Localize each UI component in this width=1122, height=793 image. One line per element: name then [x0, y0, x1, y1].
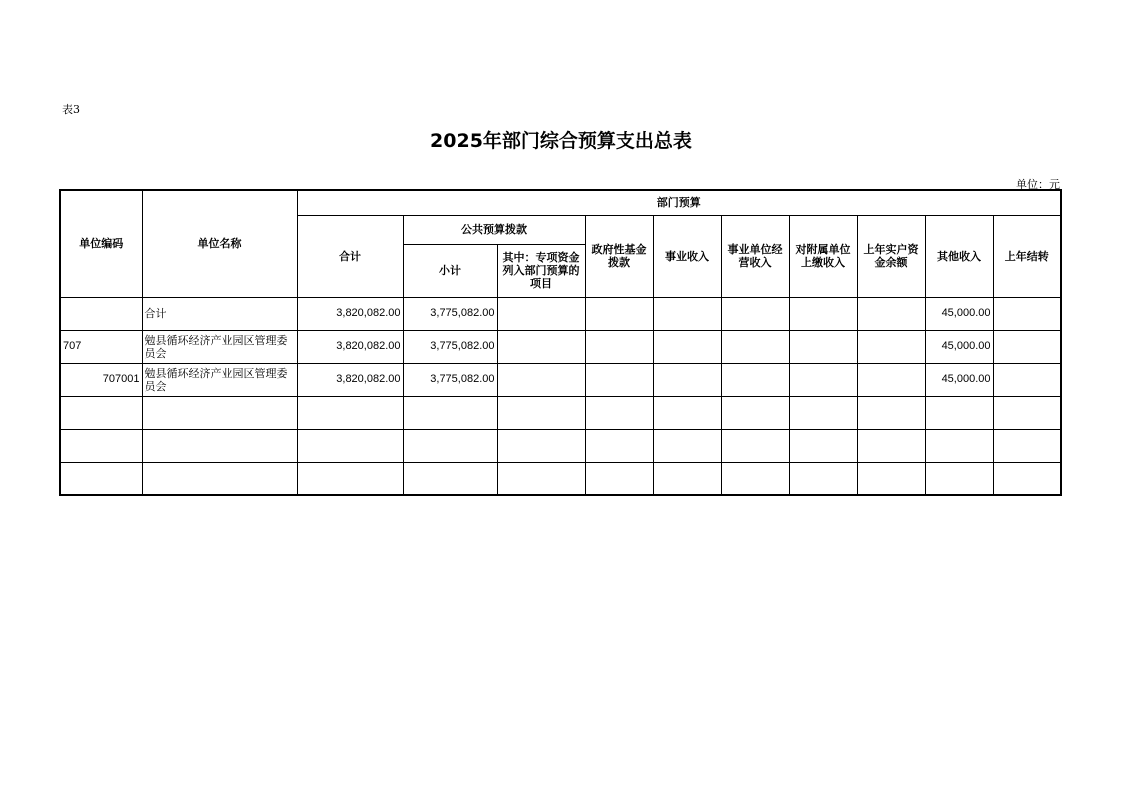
header-gov-fund: 政府性基金拨款	[585, 215, 653, 297]
cell-other-income: 45,000.00	[925, 330, 993, 363]
header-career-income: 事业收入	[653, 215, 721, 297]
table-row	[60, 363, 1061, 396]
header-special-funds: 其中：专项资金列入部门预算的项目	[497, 244, 585, 297]
header-last-year-carryover: 上年结转	[993, 215, 1061, 297]
empty-row	[60, 396, 1061, 429]
table-number-label: 表3	[62, 103, 80, 116]
header-public-budget: 公共预算拨款	[403, 215, 585, 244]
empty-row	[60, 429, 1061, 462]
cell-subtotal: 3,775,082.00	[403, 297, 497, 330]
cell-total: 3,820,082.00	[297, 297, 403, 330]
cell-other-income: 45,000.00	[925, 297, 993, 330]
header-total: 合计	[297, 215, 403, 297]
budget-expenditure-table	[59, 189, 1062, 496]
header-last-year-balance: 上年实户资金余额	[857, 215, 925, 297]
cell-subtotal: 3,775,082.00	[403, 330, 497, 363]
cell-name: 勉县循环经济产业园区管理委员会	[142, 330, 297, 363]
cell-name: 合计	[142, 297, 297, 330]
cell-other-income: 45,000.00	[925, 363, 993, 396]
unit-label: 单位：元	[1016, 178, 1060, 191]
cell-code: 707001	[60, 363, 142, 396]
header-unit-code: 单位编码	[60, 190, 142, 297]
empty-row	[60, 462, 1061, 495]
cell-name: 勉县循环经济产业园区管理委员会	[142, 363, 297, 396]
header-subsidiary-income: 对附属单位上缴收入	[789, 215, 857, 297]
cell-total: 3,820,082.00	[297, 363, 403, 396]
cell-code: 707	[60, 330, 142, 363]
header-dept-budget: 部门预算	[297, 190, 1061, 215]
header-subtotal: 小计	[403, 244, 497, 297]
table-row	[60, 330, 1061, 363]
cell-total: 3,820,082.00	[297, 330, 403, 363]
header-other-income: 其他收入	[925, 215, 993, 297]
header-unit-name: 单位名称	[142, 190, 297, 297]
cell-code	[60, 297, 142, 330]
header-business-income: 事业单位经营收入	[721, 215, 789, 297]
page-title: 2025年部门综合预算支出总表	[430, 130, 692, 152]
table-row	[60, 297, 1061, 330]
cell-subtotal: 3,775,082.00	[403, 363, 497, 396]
